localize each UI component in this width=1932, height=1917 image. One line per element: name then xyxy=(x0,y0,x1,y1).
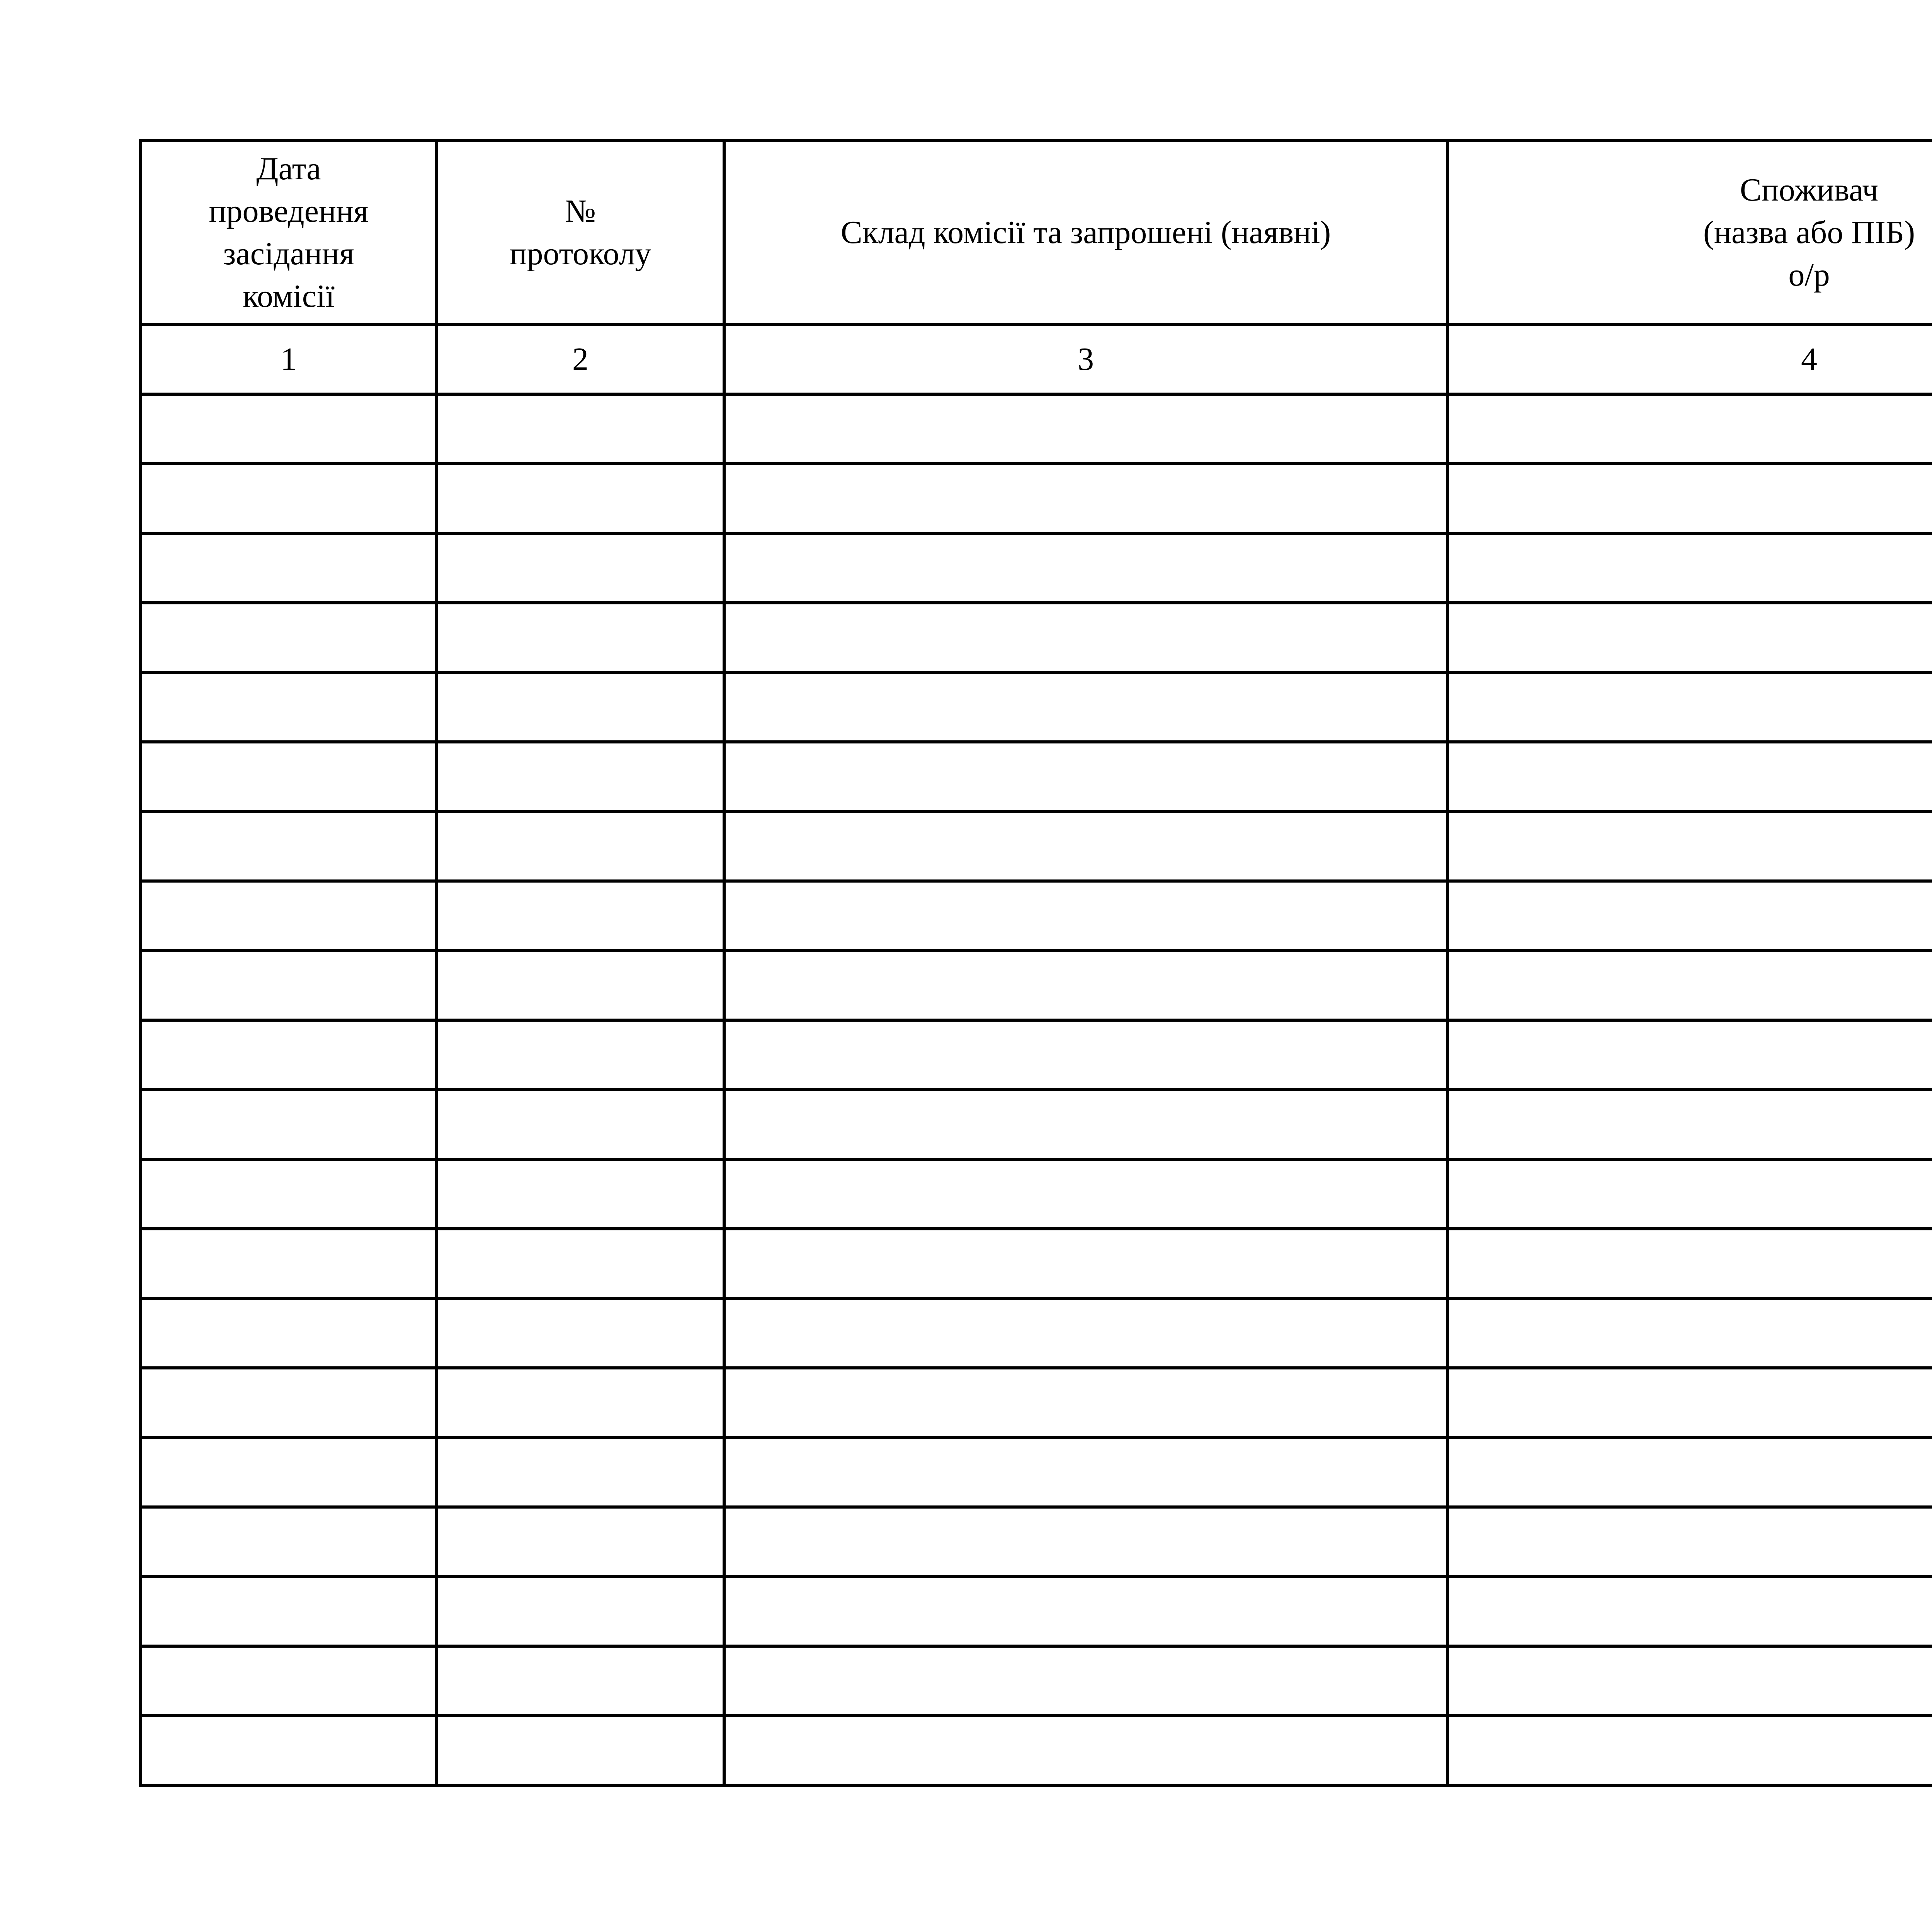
cell-protocol-number[interactable] xyxy=(437,1437,724,1507)
cell-protocol-number[interactable] xyxy=(437,1229,724,1298)
cell-protocol-number[interactable] xyxy=(437,1090,724,1159)
cell-meeting-date[interactable] xyxy=(141,1646,437,1716)
cell-meeting-date[interactable] xyxy=(141,394,437,464)
table-row xyxy=(141,1507,1932,1577)
cell-commission-composition[interactable] xyxy=(724,1298,1447,1368)
cell-consumer[interactable] xyxy=(1447,1507,1932,1577)
cell-commission-composition[interactable] xyxy=(724,533,1447,603)
cell-consumer[interactable] xyxy=(1447,394,1932,464)
table-row xyxy=(141,672,1932,742)
cell-commission-composition[interactable] xyxy=(724,1229,1447,1298)
table-row xyxy=(141,1577,1932,1646)
cell-consumer[interactable] xyxy=(1447,1716,1932,1785)
cell-meeting-date[interactable] xyxy=(141,672,437,742)
cell-protocol-number[interactable] xyxy=(437,672,724,742)
cell-consumer[interactable] xyxy=(1447,464,1932,533)
table-row xyxy=(141,1368,1932,1437)
commission-register-table xyxy=(139,139,1932,1787)
cell-consumer[interactable] xyxy=(1447,1159,1932,1229)
table-row xyxy=(141,1716,1932,1785)
cell-meeting-date[interactable] xyxy=(141,1368,437,1437)
column-number: 2 xyxy=(437,325,724,394)
column-number: 4 xyxy=(1447,325,1932,394)
cell-commission-composition[interactable] xyxy=(724,464,1447,533)
table-row xyxy=(141,603,1932,672)
cell-consumer[interactable] xyxy=(1447,1229,1932,1298)
table-row xyxy=(141,1090,1932,1159)
table-row xyxy=(141,1298,1932,1368)
table-row xyxy=(141,881,1932,951)
cell-meeting-date[interactable] xyxy=(141,1716,437,1785)
header-consumer: Споживач (назва або ПІБ) о/р xyxy=(1447,141,1932,325)
cell-meeting-date[interactable] xyxy=(141,951,437,1020)
cell-meeting-date[interactable] xyxy=(141,1020,437,1090)
cell-meeting-date[interactable] xyxy=(141,881,437,951)
table-row xyxy=(141,811,1932,881)
cell-commission-composition[interactable] xyxy=(724,1159,1447,1229)
cell-consumer[interactable] xyxy=(1447,1368,1932,1437)
cell-protocol-number[interactable] xyxy=(437,1298,724,1368)
cell-commission-composition[interactable] xyxy=(724,881,1447,951)
cell-meeting-date[interactable] xyxy=(141,1090,437,1159)
cell-commission-composition[interactable] xyxy=(724,1437,1447,1507)
cell-consumer[interactable] xyxy=(1447,1298,1932,1368)
table-header-row xyxy=(141,141,1932,325)
cell-meeting-date[interactable] xyxy=(141,464,437,533)
cell-consumer[interactable] xyxy=(1447,881,1932,951)
cell-commission-composition[interactable] xyxy=(724,1020,1447,1090)
cell-protocol-number[interactable] xyxy=(437,394,724,464)
column-number: 3 xyxy=(724,325,1447,394)
cell-protocol-number[interactable] xyxy=(437,1159,724,1229)
cell-meeting-date[interactable] xyxy=(141,1437,437,1507)
cell-meeting-date[interactable] xyxy=(141,533,437,603)
cell-protocol-number[interactable] xyxy=(437,1646,724,1716)
cell-commission-composition[interactable] xyxy=(724,1090,1447,1159)
cell-consumer[interactable] xyxy=(1447,811,1932,881)
table-row xyxy=(141,1229,1932,1298)
cell-commission-composition[interactable] xyxy=(724,951,1447,1020)
cell-protocol-number[interactable] xyxy=(437,811,724,881)
cell-commission-composition[interactable] xyxy=(724,1577,1447,1646)
table-row xyxy=(141,1159,1932,1229)
table-row xyxy=(141,1020,1932,1090)
cell-commission-composition[interactable] xyxy=(724,811,1447,881)
table-row xyxy=(141,464,1932,533)
cell-meeting-date[interactable] xyxy=(141,742,437,811)
cell-meeting-date[interactable] xyxy=(141,1298,437,1368)
column-number-row xyxy=(141,325,1932,394)
table-row xyxy=(141,742,1932,811)
cell-protocol-number[interactable] xyxy=(437,1507,724,1577)
cell-commission-composition[interactable] xyxy=(724,1507,1447,1577)
cell-protocol-number[interactable] xyxy=(437,1368,724,1437)
cell-protocol-number[interactable] xyxy=(437,742,724,811)
table-body xyxy=(141,394,1932,1785)
cell-consumer[interactable] xyxy=(1447,533,1932,603)
cell-consumer[interactable] xyxy=(1447,672,1932,742)
cell-protocol-number[interactable] xyxy=(437,603,724,672)
cell-consumer[interactable] xyxy=(1447,1646,1932,1716)
cell-protocol-number[interactable] xyxy=(437,1020,724,1090)
cell-protocol-number[interactable] xyxy=(437,533,724,603)
cell-commission-composition[interactable] xyxy=(724,1368,1447,1437)
cell-consumer[interactable] xyxy=(1447,1577,1932,1646)
cell-commission-composition[interactable] xyxy=(724,672,1447,742)
cell-consumer[interactable] xyxy=(1447,951,1932,1020)
cell-protocol-number[interactable] xyxy=(437,1577,724,1646)
cell-meeting-date[interactable] xyxy=(141,1229,437,1298)
cell-consumer[interactable] xyxy=(1447,603,1932,672)
table-row xyxy=(141,1437,1932,1507)
cell-meeting-date[interactable] xyxy=(141,1159,437,1229)
cell-meeting-date[interactable] xyxy=(141,1507,437,1577)
cell-meeting-date[interactable] xyxy=(141,811,437,881)
cell-commission-composition[interactable] xyxy=(724,1716,1447,1785)
cell-commission-composition[interactable] xyxy=(724,394,1447,464)
table-row xyxy=(141,533,1932,603)
cell-commission-composition[interactable] xyxy=(724,1646,1447,1716)
table-row xyxy=(141,394,1932,464)
header-protocol-number: № протоколу xyxy=(437,141,724,325)
header-meeting-date: Дата проведення засідання комісії xyxy=(141,141,437,325)
cell-consumer[interactable] xyxy=(1447,1020,1932,1090)
cell-consumer[interactable] xyxy=(1447,1437,1932,1507)
cell-meeting-date[interactable] xyxy=(141,1577,437,1646)
cell-commission-composition[interactable] xyxy=(724,742,1447,811)
cell-consumer[interactable] xyxy=(1447,1090,1932,1159)
column-number: 1 xyxy=(141,325,437,394)
cell-meeting-date[interactable] xyxy=(141,603,437,672)
cell-protocol-number[interactable] xyxy=(437,464,724,533)
cell-protocol-number[interactable] xyxy=(437,951,724,1020)
cell-commission-composition[interactable] xyxy=(724,603,1447,672)
table-row xyxy=(141,1646,1932,1716)
cell-protocol-number[interactable] xyxy=(437,881,724,951)
header-commission-composition: Склад комісії та запрошені (наявні) xyxy=(724,141,1447,325)
cell-consumer[interactable] xyxy=(1447,742,1932,811)
table-row xyxy=(141,951,1932,1020)
cell-protocol-number[interactable] xyxy=(437,1716,724,1785)
